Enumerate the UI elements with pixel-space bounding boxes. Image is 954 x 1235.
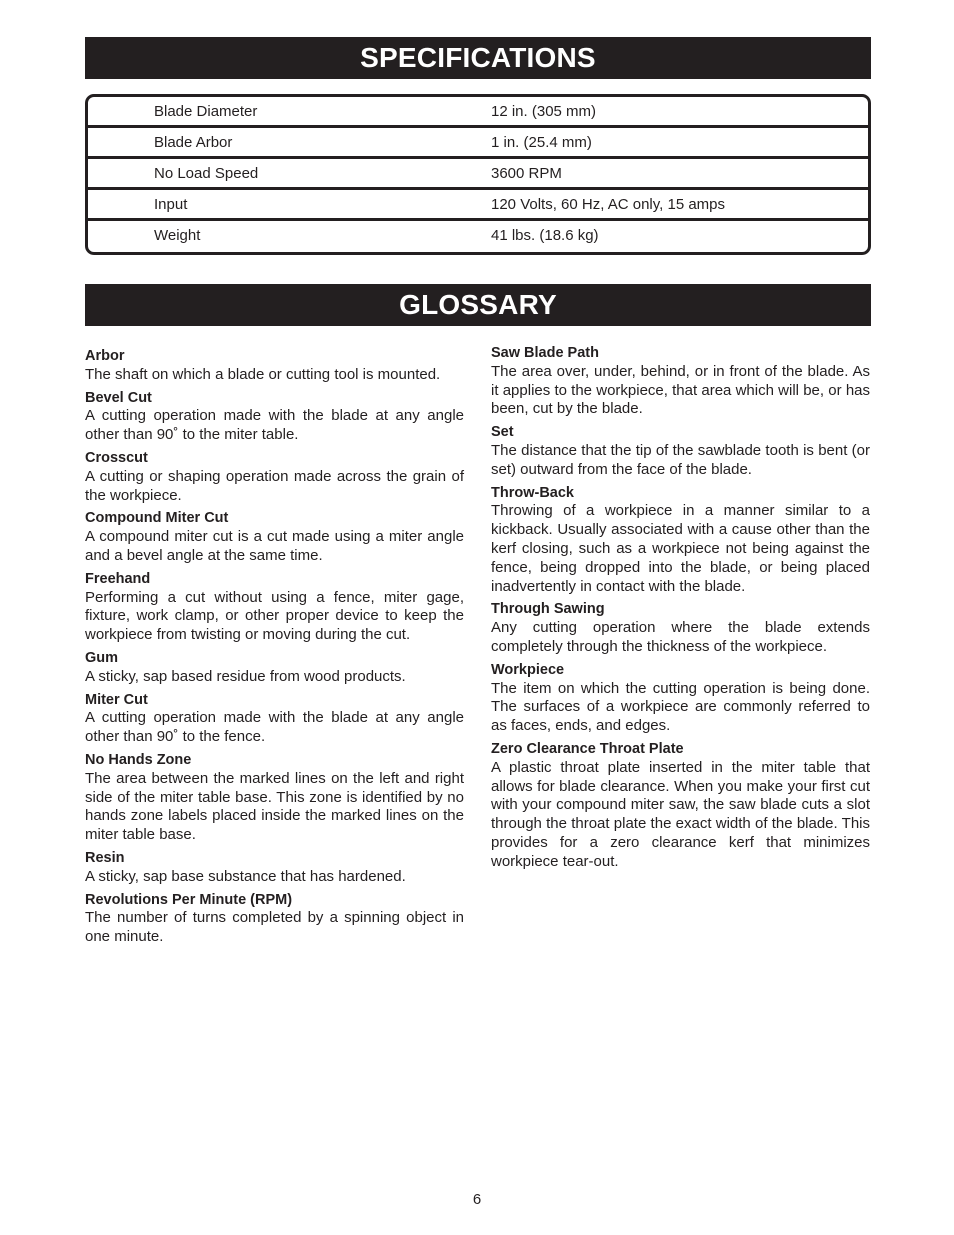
glossary-term: Revolutions Per Minute (RPM) [85,891,293,908]
glossary-entry-bevel-cut [85,389,464,445]
glossary-entry-arbor [85,347,464,385]
spec-label: No Load Speed [154,165,259,182]
glossary-entry-crosscut [85,449,464,505]
spec-label: Blade Diameter [154,103,258,120]
spec-row-no-load-speed [88,159,868,190]
spec-value: 120 Volts, 60 Hz, AC only, 15 amps [491,196,726,213]
spec-row-input [88,190,868,221]
glossary-entry-freehand [85,570,464,645]
glossary-definition: A cutting or shaping operation made across the grain of the workpiece. [85,467,464,504]
spec-label: Weight [154,227,201,244]
spec-row-blade-diameter [88,97,868,128]
glossary-definition: A plastic throat plate inserted in the miter table that allows for blade clearance. When you make your first cut with your compound miter saw, the saw blade cuts a slot through the throat plate the exact width of the blade. This provides for a zero clearance kerf that minimizes workpiece tear-out. [491,758,870,870]
spec-row-weight [88,221,868,252]
glossary-entry-no-hands-zone [85,751,464,845]
glossary-definition: Any cutting operation where the blade extends completely through the thickness of the workpiece. [491,619,870,655]
spec-label: Input [154,196,188,213]
glossary-term: Through Sawing [491,601,605,618]
glossary-term: Gum [85,649,119,666]
specifications-table [85,94,871,255]
glossary-entry-resin [85,849,464,887]
glossary-entry-miter-cut [85,691,464,747]
glossary-term: Freehand [85,570,151,587]
glossary-definition: The number of turns completed by a spinning object in one minute. [85,909,464,946]
glossary-heading: GLOSSARY [85,284,871,326]
page-number: 6 [472,1191,482,1208]
glossary-definition: The item on which the cutting operation is being done. The surfaces of a workpiece are commonly referred to as faces, ends, and edges. [491,679,870,735]
glossary-term: Throw-Back [491,484,574,501]
glossary-entry-workpiece [491,661,870,736]
spec-value: 3600 RPM [491,165,562,182]
glossary-definition: Throwing of a workpiece in a manner similar to a kickback. Usually associated with a cause other than the kerf closing, such as a workpiece not being against the fence, being dropped into the blade, or being placed inadvertently in contact with the blade. [491,502,870,595]
glossary-entry-gum [85,649,464,687]
glossary-term: Saw Blade Path [491,345,599,361]
glossary-definition: A cutting operation made with the blade at any angle other than 90˚ to the fence. [85,709,464,746]
glossary-definition: The distance that the tip of the sawblade tooth is bent (or set) outward from the face of the blade. [491,441,870,478]
glossary-term: Zero Clearance Throat Plate [491,740,684,757]
spec-value: 41 lbs. (18.6 kg) [491,227,599,244]
glossary-term: Resin [85,849,125,866]
glossary-entry-throw-back [491,484,870,597]
glossary-term: Set [491,424,514,441]
glossary-entry-set [491,423,870,479]
glossary-right-column [491,344,870,876]
glossary-definition: The area between the marked lines on the left and right side of the miter table base. This zone is identified by no hands zone labels placed inside the marked lines on the miter table base. [85,769,464,844]
glossary-term: Miter Cut [85,691,148,708]
glossary-term: Workpiece [491,661,565,678]
glossary-entry-rpm [85,891,464,947]
glossary-term: No Hands Zone [85,751,192,768]
glossary-entry-compound-miter-cut [85,509,464,565]
spec-value: 12 in. (305 mm) [491,103,597,120]
glossary-definition: A compound miter cut is a cut made using a miter angle and a bevel angle at the same time. [85,528,464,564]
glossary-definition: The shaft on which a blade or cutting tool is mounted. [85,365,441,383]
specifications-heading: SPECIFICATIONS [85,37,871,79]
glossary-entry-through-sawing [491,600,870,656]
glossary-definition: A sticky, sap base substance that has hardened. [85,867,406,885]
spec-label: Blade Arbor [154,134,233,151]
glossary-entry-saw-blade-path [491,344,870,419]
glossary-term: Compound Miter Cut [85,510,229,527]
glossary-definition: The area over, under, behind, or in front of the blade. As it applies to the workpiece, that area which will be, or has been, cut by the blade. [491,362,870,418]
glossary-term: Crosscut [85,449,148,466]
glossary-entry-zero-clearance-throat-plate [491,740,870,872]
glossary-left-column [85,347,464,951]
spec-value: 1 in. (25.4 mm) [491,134,592,151]
glossary-definition: Performing a cut without using a fence, miter gage, fixture, work clamp, or other proper device to keep the workpiece from twisting or moving during the cut. [85,588,464,644]
glossary-term: Arbor [85,348,125,364]
glossary-definition: A sticky, sap based residue from wood products. [85,667,406,685]
glossary-definition: A cutting operation made with the blade at any angle other than 90˚ to the miter table. [85,407,464,444]
spec-row-blade-arbor [88,128,868,159]
glossary-term: Bevel Cut [85,389,152,406]
